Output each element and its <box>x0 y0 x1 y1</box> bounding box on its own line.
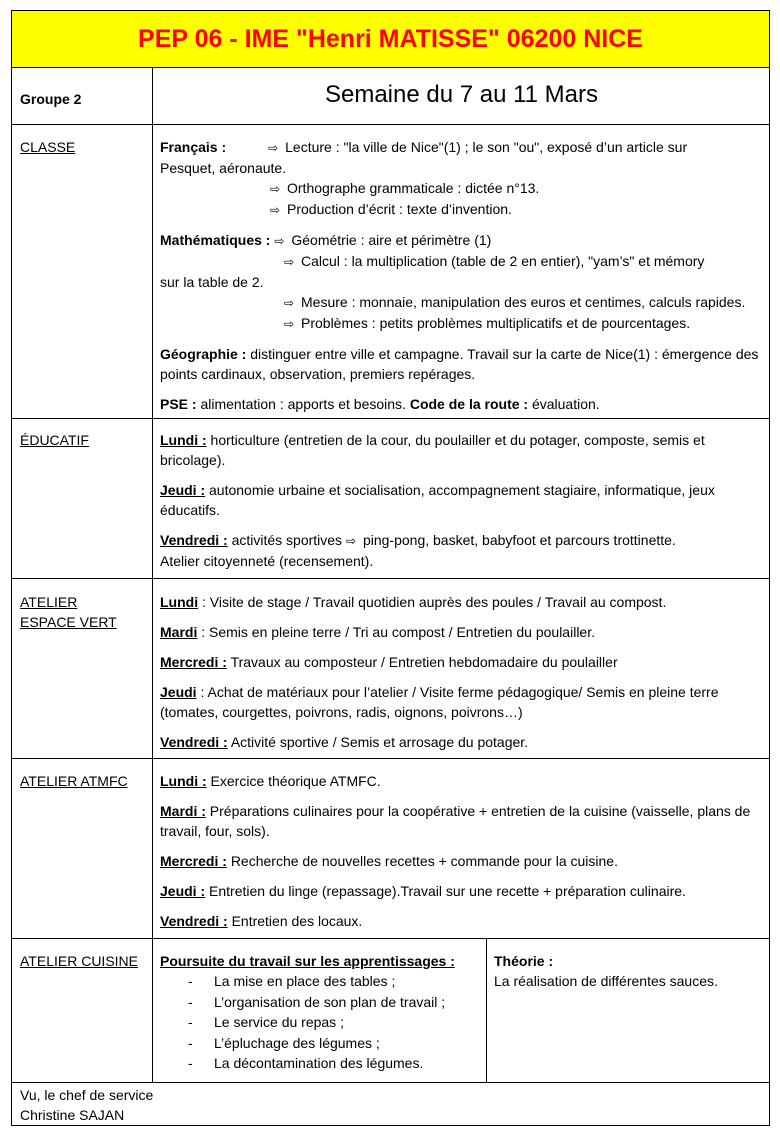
espace-vert-jeudi-text: : Achat de matériaux pour l’atelier / Visite ferme pédagogique/ Semis en pleine terre (tomates, courgettes, poivrons, radis, oignons, poivrons…) <box>160 684 719 720</box>
rule-cuisine-split <box>486 938 487 1082</box>
weekly-schedule-sheet <box>11 10 770 1126</box>
route-label: Code de la route : <box>409 396 529 412</box>
cuisine-apprentissages <box>160 951 480 1074</box>
row-label-classe: CLASSE <box>20 139 76 155</box>
atmfc-content <box>160 771 764 941</box>
educatif-vendredi <box>160 530 764 571</box>
educatif-vendredi-text2: ping-pong, basket, babyfoot et parcours trottinette. <box>362 532 676 548</box>
educatif-content <box>160 430 764 581</box>
day-label-jeudi: Jeudi : <box>160 482 206 498</box>
day-label-mardi: Mardi <box>160 624 198 640</box>
maths-line2: Calcul : la multiplication (table de 2 en entier), "yam’s" et mémory <box>301 253 705 269</box>
arrow-icon: ⇨ <box>345 534 357 548</box>
geo-block <box>160 344 764 384</box>
maths-line1: Géométrie : aire et périmètre (1) <box>291 232 492 248</box>
atmfc-lundi <box>160 771 764 791</box>
educatif-vendredi-text1: activités sportives <box>231 532 343 548</box>
educatif-jeudi <box>160 480 764 520</box>
cuisine-poursuite-label: Poursuite du travail sur les apprentissages : <box>160 953 455 969</box>
day-label-lundi: Lundi : <box>160 432 207 448</box>
pse-label: PSE : <box>160 396 197 412</box>
group-label: Groupe 2 <box>20 91 82 107</box>
arrow-icon: ⇨ <box>270 182 281 196</box>
signature-line1: Vu, le chef de service <box>20 1087 154 1103</box>
cuisine-theorie-text: La réalisation de différentes sauces. <box>494 973 718 989</box>
cuisine-items-list <box>160 971 480 1074</box>
francais-block <box>160 137 764 220</box>
route-text: évaluation. <box>531 396 600 412</box>
arrow-icon: ⇨ <box>268 141 279 155</box>
francais-line1: Lecture : "la ville de Nice"(1) ; le son "ou", exposé d’un article sur <box>285 139 688 155</box>
francais-line1-cont: Pesquet, aéronaute. <box>160 160 287 176</box>
espace-vert-mercredi <box>160 652 764 672</box>
educatif-lundi <box>160 430 764 470</box>
espace-vert-vendredi-text: Activité sportive / Semis et arrosage du potager. <box>230 734 529 750</box>
espace-vert-vendredi <box>160 732 764 752</box>
francais-line2: Orthographe grammaticale : dictée n°13. <box>287 180 540 196</box>
classe-content <box>160 137 764 424</box>
row-label-espace-vert-line1: ATELIER <box>20 594 78 610</box>
rule-header <box>12 124 769 125</box>
day-label-mercredi: Mercredi : <box>160 654 227 670</box>
day-label-mercredi: Mercredi : <box>160 853 227 869</box>
day-label-mardi: Mardi : <box>160 803 206 819</box>
day-label-jeudi: Jeudi : <box>160 883 206 899</box>
maths-line2-cont: sur la table de 2. <box>160 274 264 290</box>
list-item: - La mise en place des tables ; <box>160 971 480 992</box>
pse-text: alimentation : apports et besoins. <box>200 396 406 412</box>
espace-vert-mardi-text: : Semis en pleine terre / Tri au compost / Entretien du poulailler. <box>201 624 595 640</box>
espace-vert-mardi <box>160 622 764 642</box>
cuisine-theorie-label: Théorie : <box>494 953 554 969</box>
atmfc-vendredi <box>160 911 764 931</box>
educatif-jeudi-text: autonomie urbaine et socialisation, accompagnement stagiaire, informatique, jeux éducatifs. <box>160 482 715 518</box>
list-item: - La décontamination des légumes. <box>160 1053 480 1074</box>
educatif-vendredi-text3: Atelier citoyenneté (recensement). <box>160 553 374 569</box>
atmfc-mercredi <box>160 851 764 871</box>
maths-label: Mathématiques : <box>160 232 271 248</box>
arrow-icon: ⇨ <box>284 296 295 310</box>
week-title: Semaine du 7 au 11 Mars <box>324 81 599 108</box>
rule-label-column <box>152 67 153 1082</box>
row-label-espace-vert <box>20 592 150 632</box>
signature-name: Christine SAJAN <box>20 1107 125 1123</box>
educatif-lundi-text: horticulture (entretien de la cour, du poulailler et du potager, composte, semis et bricolage). <box>160 432 705 468</box>
espace-vert-lundi-text: : Visite de stage / Travail quotidien auprès des poules / Travail au compost. <box>202 594 667 610</box>
atmfc-mercredi-text: Recherche de nouvelles recettes + commande pour la cuisine. <box>230 853 618 869</box>
arrow-icon: ⇨ <box>274 234 285 248</box>
atmfc-vendredi-text: Entretien des locaux. <box>231 913 363 929</box>
day-label-lundi: Lundi <box>160 594 199 610</box>
francais-label: Français : <box>160 139 227 155</box>
maths-line4: Problèmes : petits problèmes multiplicatifs et de pourcentages. <box>301 315 691 331</box>
espace-vert-mercredi-text: Travaux au composteur / Entretien hebdomadaire du poulailler <box>230 654 618 670</box>
document-title: PEP 06 - IME "Henri MATISSE" 06200 NICE <box>12 11 769 67</box>
atmfc-mardi-text: Préparations culinaires pour la coopérative + entretien de la cuisine (vaisselle, plans de travail, four, sols). <box>160 803 751 839</box>
pse-block <box>160 394 764 414</box>
day-label-vendredi: Vendredi : <box>160 913 228 929</box>
cuisine-theorie <box>494 951 764 991</box>
atmfc-jeudi <box>160 881 764 901</box>
row-label-espace-vert-line2: ESPACE VERT <box>20 614 117 630</box>
day-label-lundi: Lundi : <box>160 773 207 789</box>
list-item: - Le service du repas ; <box>160 1012 480 1033</box>
maths-line3: Mesure : monnaie, manipulation des euros et centimes, calculs rapides. <box>301 294 746 310</box>
row-label-educatif: ÉDUCATIF <box>20 432 89 448</box>
espace-vert-content <box>160 592 764 762</box>
atmfc-mardi <box>160 801 764 841</box>
atmfc-lundi-text: Exercice théorique ATMFC. <box>210 773 381 789</box>
francais-line3: Production d’écrit : texte d’invention. <box>287 201 512 217</box>
espace-vert-lundi <box>160 592 764 612</box>
row-label-atmfc: ATELIER ATMFC <box>20 773 128 789</box>
maths-block <box>160 230 764 334</box>
geo-label: Géographie : <box>160 346 247 362</box>
list-item: - L’épluchage des légumes ; <box>160 1033 480 1054</box>
atmfc-jeudi-text: Entretien du linge (repassage).Travail sur une recette + préparation culinaire. <box>209 883 686 899</box>
rule-title <box>12 67 769 68</box>
rule-cuisine <box>12 1082 769 1083</box>
arrow-icon: ⇨ <box>284 317 295 331</box>
arrow-icon: ⇨ <box>270 203 281 217</box>
day-label-vendredi: Vendredi : <box>160 532 228 548</box>
day-label-jeudi: Jeudi <box>160 684 197 700</box>
geo-text: distinguer entre ville et campagne. Travail sur la carte de Nice(1) : émergence des points cardinaux, observation, premiers repérages. <box>160 346 759 382</box>
espace-vert-jeudi <box>160 682 764 722</box>
day-label-vendredi: Vendredi : <box>160 734 228 750</box>
signature-block <box>20 1085 153 1125</box>
list-item: - L’organisation de son plan de travail ; <box>160 992 480 1013</box>
row-label-cuisine: ATELIER CUISINE <box>20 953 138 969</box>
arrow-icon: ⇨ <box>284 255 295 269</box>
